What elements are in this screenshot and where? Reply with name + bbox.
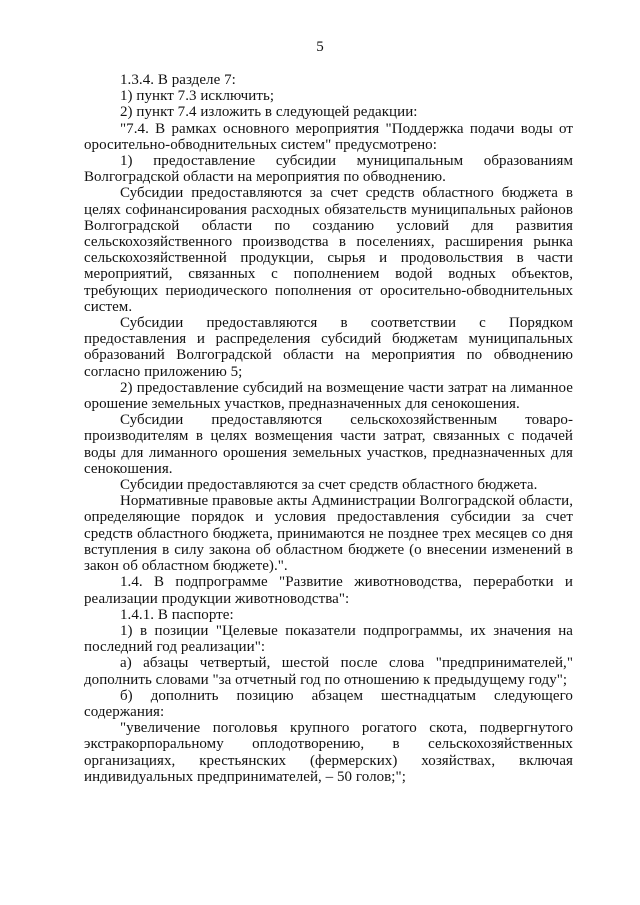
paragraph-subsidy-watering: 1) предоставление субсидии муниципальным образованиям Волгоградской области на мероприятия по обводнению.	[84, 153, 573, 186]
paragraph-item-b: б) дополнить позицию абзацем шестнадцатым следующего содержания:	[84, 687, 573, 720]
paragraph-normative-acts: Нормативные правовые акты Администрации Волгоградской области, определяющие порядок и условия предоставления субсидии за счет средств областного бюджета, принимаются не позднее трех месяцев со дня вступления в силу закона об областном бюджете (о внесении изменений в закон об областном бюджете).".	[84, 493, 573, 575]
paragraph-item-a: а) абзацы четвертый, шестой после слова "предпринимателей," дополнить словами "за отчетный год по отношению к предыдущему году";	[84, 655, 573, 688]
paragraph-subsidy-producers: Субсидии предоставляются сельскохозяйственным товаро-производителям в целях возмещения части затрат, связанных с подачей воды для лиманного орошения земельных участков, предназначенных для сенокошения.	[84, 412, 573, 477]
paragraph-item-2-redaction: 2) пункт 7.4 изложить в следующей редакции:	[120, 104, 418, 121]
paragraph-subsidy-irrigation: 2) предоставление субсидий на возмещение части затрат на лиманное орошение земельных участков, предназначенных для сенокошения.	[84, 379, 573, 413]
paragraph-1-4-heading: 1.4. В подпрограмме "Развитие животноводства, переработки и реализации продукции животноводства":	[84, 574, 573, 607]
paragraph-item-1-exclude: 1) пункт 7.3 исключить;	[120, 88, 275, 105]
paragraph-1-4-1-passport: 1.4.1. В паспорте:	[120, 606, 234, 623]
paragraph-subsidy-budget: Субсидии предоставляются за счет средств областного бюджета.	[120, 477, 538, 494]
paragraph-1-3-4-heading: 1.3.4. В разделе 7:	[120, 72, 236, 88]
paragraph-target-indicators: 1) в позиции "Целевые показатели подпрограммы, их значения на последний год реализации":	[84, 622, 573, 656]
paragraph-subsidy-purpose: Субсидии предоставляются за счет средств областного бюджета в целях софинансирования расходных обязательств муниципальных районов Волгоградской области по созданию условий для развития сельскохозяйственного производства в поселениях, расширения рынка сельскохозяйственной продукции, сырья и продовольствия в части мероприятий, связанных с пополнением водой водных объектов, требующих периодического пополнения от оросительно-обводнительных систем.	[84, 185, 573, 315]
paragraph-cattle-increase: "увеличение поголовья крупного рогатого скота, подвергнутого экстракорпоральному оплодотворению, в сельскохозяйственных организациях, крестьянских (фермерских) хозяйствах, включая индивидуальных предпринимателей, – 50 голов;";	[84, 720, 573, 785]
paragraph-7-4: "7.4. В рамках основного мероприятия "Поддержка подачи воды от оросительно-обводнительных систем" предусмотрено:	[84, 120, 573, 153]
document-body	[84, 72, 573, 785]
paragraph-subsidy-order: Субсидии предоставляются в соответствии с Порядком предоставления и распределения субсидий бюджетам муниципальных образований Волгоградской области на мероприятия по обводнению согласно приложению 5;	[84, 315, 573, 380]
page-number: 5	[316, 39, 324, 55]
